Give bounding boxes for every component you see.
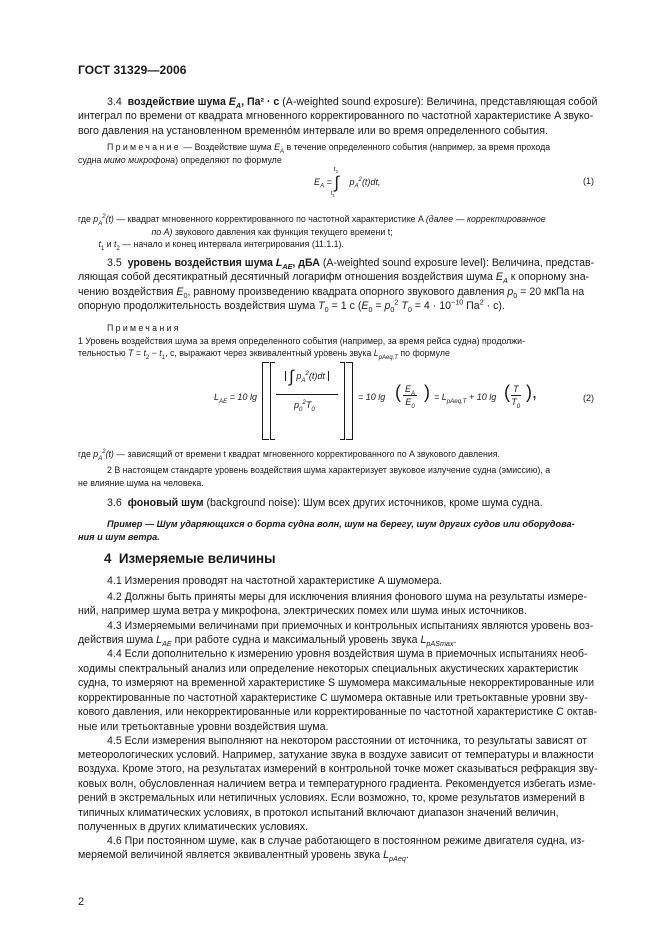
section-number: 4 bbox=[104, 551, 112, 566]
term: фоновый шум bbox=[127, 497, 204, 509]
page-number: 2 bbox=[78, 896, 85, 908]
formula-2-number: (2) bbox=[583, 393, 594, 403]
example-text: ния и шум ветра. bbox=[78, 532, 160, 542]
clause-number: 3.5 bbox=[107, 257, 122, 269]
term-definition: (background noise): Шум всех других источников, кроме шума судна. bbox=[206, 497, 543, 509]
term-definition: (A-weighted sound exposure level): Величина, представ- bbox=[322, 257, 595, 269]
paragraph-text: ходимы спектральный анализ или определение некоторых специальных акустических характеристик bbox=[78, 663, 579, 675]
note-text: по формуле bbox=[400, 348, 450, 358]
unit: Па² · с bbox=[246, 96, 280, 108]
note-text: 1 Уровень воздействия шума за время определенного события (например, за время рейса судна) продолжи- bbox=[78, 335, 526, 346]
definition-line: чению воздействия bbox=[78, 285, 174, 298]
paragraph-text: 4.6 При постоянном шуме, как в случае работающего в постоянном режиме двигателя судна, из- bbox=[107, 835, 585, 847]
clause-4-5 bbox=[78, 734, 604, 748]
section-4-heading bbox=[104, 551, 276, 566]
term: воздействие шума bbox=[127, 96, 226, 108]
clause-4-2-cont bbox=[78, 604, 604, 618]
paragraph-text: действия шума bbox=[78, 634, 154, 646]
clause-4-5-cont bbox=[78, 748, 604, 834]
paragraph-text: ковых волн, обусловленная наличием ветра и температурного градиента. Рекомендуется избегать изме- bbox=[78, 777, 596, 790]
note-text: — Воздействие шума bbox=[183, 142, 272, 152]
where-clause-1: где $p_A^2(t)$ — квадрат мгновенного корректированного по частотной характеристике A (далее — корректированное по A) звукового давления как функция текущего времени t; $t_1$ и $t_2$ — начало и конец интервала интегрирования (11.1.1). bbox=[78, 214, 546, 252]
paragraph-text: при работе судна и максимальный уровень звука bbox=[174, 634, 418, 646]
note-label: Примечание bbox=[107, 142, 181, 152]
note-3-5-2 bbox=[78, 464, 604, 477]
note-text: тельностью bbox=[78, 348, 126, 358]
note-label: Примечания bbox=[107, 323, 181, 333]
document-header: ГОСТ 31329—2006 bbox=[78, 63, 187, 77]
definition-line: , равному произведению квадрата опорного звукового давления bbox=[187, 285, 505, 298]
paragraph-text: рений в экстремальных или нетипичных условиях. Если возможно, то, кроме результатов измерений в bbox=[78, 792, 585, 805]
note-text: в течение определенного события (например, за время прохода bbox=[286, 142, 551, 152]
clause-4-3 bbox=[78, 619, 604, 633]
where-text-italic: (далее — корректированное bbox=[425, 214, 546, 224]
example-3-6 bbox=[78, 518, 604, 531]
paragraph-text: меряемой величиной является эквивалентный уровень звука bbox=[78, 849, 381, 861]
paragraph-text: 4.3 Измеряемыми величинами при приемочных и контрольных испытаниях являются уровень воз- bbox=[107, 620, 594, 632]
note-text: не влияние шума на человека. bbox=[78, 478, 204, 488]
formula-2: $L_{AE} = 10$ lg ∫ $p_A^2(t)dt$ $p_0^2T_0$ = 10 lg ( $\frac{E_A}{E_0}$ ) = $L_{pAeq,T} + 10$ lg ( $\frac{T}{T_0}$ ), bbox=[214, 360, 514, 442]
note-3-4: Примечание — Воздействие шума $E_A$ в течение определенного события (например, за время прохода судна мимо микрофона) определяют по формуле bbox=[78, 142, 551, 165]
clause-3-5: 3.5 уровень воздействия шума $L_{AE}$, дБА (A-weighted sound exposure level): Величина, представ- ляющая собой десятикратный десятичный логарифм отношения воздействия шума $E_A$ к опорному зна- чению воздействия $E_0$, равному произведению квадрата опорного звукового давления $p_0 = 20$ мкПа на опорную продолжительность воздействия шума $T_0 = 1$ с ($E_0 = p_0^2$ $T_0 = 4 \cdot 10^{-10}$ $Па^2 \cdot с$). bbox=[78, 257, 595, 315]
where-clause-2: где $p_A^2(t)$ — зависящий от времени t квадрат мгновенного корректированного по A звукового давления. bbox=[78, 449, 500, 462]
definition-line: вого давления на установленном временно́м интервале или во время определенного события. bbox=[78, 124, 548, 137]
paragraph-text: 4.5 Если измерения выполняют на некотором расстоянии от источника, то результаты зависят от bbox=[107, 735, 588, 747]
unit: дБА bbox=[298, 257, 320, 269]
term: уровень воздействия шума bbox=[127, 257, 273, 269]
paragraph-text: ные или третьоктавные уровни воздействия шума. bbox=[78, 720, 329, 733]
clause-4-1 bbox=[78, 574, 604, 588]
note-text-italic: мимо микрофона bbox=[103, 154, 176, 165]
where-text: — начало и конец интервала интегрирования (11.1.1). bbox=[122, 239, 344, 250]
formula-1: $E_A = \int t_2t_1$ $p_A^2(t)dt$, bbox=[314, 166, 381, 199]
clause-4-3-cont: действия шума $L_{AE}$ при работе судна и максимальный уровень звука $L_{pASmax}$. bbox=[78, 634, 457, 649]
formula-1-number: (1) bbox=[583, 176, 594, 186]
term-definition: (A-weighted sound exposure): Величина, представляющая собой bbox=[282, 96, 598, 108]
definition-line: интеграл по времени от квадрата мгновенного корректированного по частотной характеристике A звуко- bbox=[78, 110, 594, 123]
paragraph-text: полученных в других климатических условиях. bbox=[78, 821, 308, 834]
clause-3-4: 3.4 воздействие шума $E_A$, Па² · с (A-weighted sound exposure): Величина, представляющая собой интеграл по времени от квадрата мгновенного корректированного по частотной характеристике A звуко- вого давления на установленном временно́м интервале или во время определенного события. bbox=[78, 96, 598, 137]
paragraph-text: типичных климатических условиях, в протокол испытаний включают диапазон значений величин, bbox=[78, 806, 559, 819]
clause-3-6 bbox=[78, 496, 604, 510]
where-text-italic: по A) bbox=[151, 226, 173, 237]
paragraph-text: 4.1 Измерения проводят на частотной характеристике A шумомера. bbox=[107, 575, 443, 587]
definition-line: опорную продолжительность воздействия шума bbox=[78, 300, 316, 313]
clause-number: 3.4 bbox=[107, 96, 122, 108]
clause-4-4-cont bbox=[78, 662, 604, 734]
paragraph-text: метеорологических условий. Например, затухание звука в воздухе зависит от температуры и влажности bbox=[78, 749, 594, 761]
clause-4-6 bbox=[78, 834, 604, 848]
example-3-6-cont bbox=[78, 531, 604, 544]
note-3-5-2-cont bbox=[78, 477, 604, 490]
where-text: — квадрат мгновенного корректированного по частотной характеристике A bbox=[116, 214, 424, 224]
note-text: ) определяют по формуле bbox=[175, 154, 282, 165]
clause-number: 3.6 bbox=[107, 497, 122, 509]
where-label: где bbox=[78, 214, 91, 224]
clause-4-6-cont: меряемой величиной является эквивалентный уровень звука $L_{pAeq}$. bbox=[78, 849, 409, 864]
notes-3-5-cont: тельностью $T = t_2 - t_1$, с, выражают через эквивалентный уровень звука $L_{pAeq,T}$ по формуле bbox=[78, 348, 450, 361]
where-label: где bbox=[78, 449, 91, 459]
paragraph-text: 4.4 Если дополнительно к измерению уровня воздействия шума в приемочных испытаниях необ- bbox=[107, 648, 588, 660]
notes-3-5 bbox=[78, 322, 604, 347]
definition-line: к опорному зна- bbox=[510, 271, 590, 284]
clause-4-2 bbox=[78, 590, 604, 604]
note-text: 2 В настоящем стандарте уровень воздействия шума характеризует звуковое излучение судна (эмиссию), а bbox=[107, 465, 551, 475]
section-title: Измеряемые величины bbox=[118, 551, 276, 566]
paragraph-text: кового давления, или некорректированные или корректированные по частотной характеристике C октав- bbox=[78, 706, 598, 719]
example-text: Пример — Шум ударяющихся о борта судна волн, шум на берегу, шум других судов или оборудова- bbox=[107, 519, 575, 529]
paragraph-text: корректированные по частотной характеристике C шумомера октавные или третьоктавные уровни зву- bbox=[78, 691, 588, 704]
paragraph-text: судна, то измеряют на временной характеристике S шумомера максимальные некорректированные или bbox=[78, 677, 595, 690]
definition-line: ляющая собой десятикратный десятичный логарифм отношения воздействия шума bbox=[78, 271, 493, 284]
definition-line: = 1 с bbox=[331, 300, 355, 313]
paragraph-text: воздуха. Кроме этого, на результатах измерений в контрольной точке может сказываться рефракция зву- bbox=[78, 763, 598, 776]
definition-line: = 20 мкПа на bbox=[520, 285, 585, 298]
paragraph-text: ний, например шума ветра у микрофона, электрических помех или шума иных источников. bbox=[78, 605, 527, 617]
note-text: судна bbox=[78, 154, 102, 165]
note-text: , с, выражают через эквивалентный уровень звука bbox=[165, 348, 372, 358]
where-text: звукового давления как функция текущего времени t; bbox=[174, 226, 393, 237]
clause-4-4 bbox=[78, 647, 604, 661]
paragraph-text: 4.2 Должны быть приняты меры для исключения влияния фонового шума на результаты измере- bbox=[107, 591, 587, 603]
where-text: — зависящий от времени t квадрат мгновенного корректированного по A звукового давления. bbox=[116, 449, 500, 459]
